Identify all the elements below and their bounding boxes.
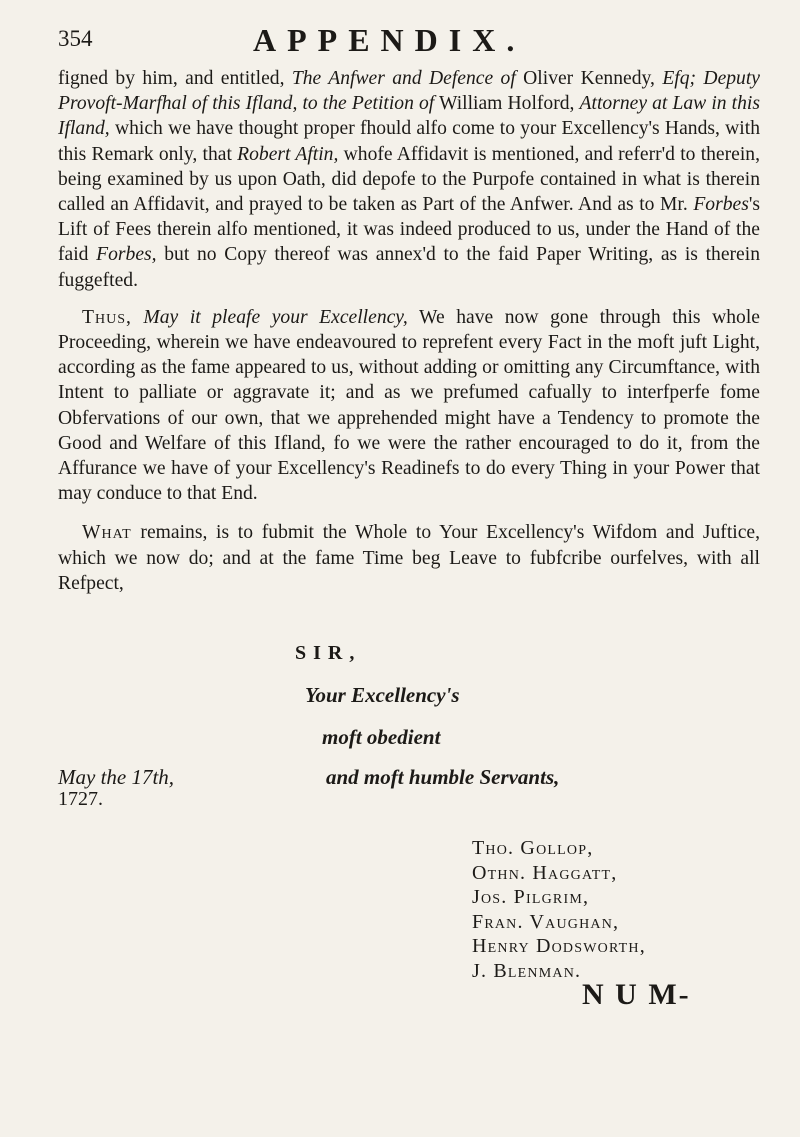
signatory: Tho. Gollop, <box>472 837 594 859</box>
paragraph-2: Thus, May it pleafe your Excellency, We have now gone through this whole Proceeding, wherein we have endeavoured to reprefent every Fact in the moft juft Light, according as the fame appeared to us, without adding or omitting any Circumftance, with Intent to palliate or aggravate it; and as we prefumed cafually to interfperfe fome Obfervations of our own, that we apprehended might have a Tendency to promote the Good and Welfare of this Ifland, fo we were the rather encouraged to do it, from the Affurance we have of your Excellency's Readinefs to do every Thing in your Power that may conduce to that End. <box>58 306 760 505</box>
catchword: N U M- <box>582 978 691 1011</box>
signatory: Jos. Pilgrim, <box>472 886 590 908</box>
body-text <box>58 66 760 596</box>
signatory: Othn. Haggatt, <box>472 861 618 884</box>
running-head: APPENDIX. <box>253 22 526 58</box>
signatory: Henry Dodsworth, <box>472 935 646 957</box>
salutation: SIR, <box>295 642 362 664</box>
page-header <box>58 24 758 60</box>
date-line-2: 1727. <box>58 788 103 810</box>
paragraph-1: figned by him, and entitled, The Anfwer and Defence of Oliver Kennedy, Efq; Deputy Provoft-Marfhal of this Ifland, to the Petition of William Holford, Attorney at Law in this Ifland, which we have thought proper fhould alfo come to your Excellency's Hands, with this Remark only, that Robert Aftin, whofe Affidavit is mentioned, and referr'd to therein, being examined by us upon Oath, did depofe to the Purpofe contained in what is therein called an Affidavit, and prayed to be taken as Part of the Anfwer. And as to Mr. Forbes's Lift of Fees therein alfo mentioned, it was indeed produced to us, under the Hand of the faid Forbes, but no Copy thereof was annex'd to the faid Paper Writing, as is therein fuggefted. <box>58 68 760 291</box>
date-line-1: May the 17th, <box>58 765 175 789</box>
paragraph-3: What remains, is to fubmit the Whole to Your Excellency's Wifdom and Juftice, which we now do; and at the fame Time beg Leave to fubfcribe ourfelves, with all Refpect, <box>58 522 760 594</box>
signatory: Fran. Vaughan, <box>472 910 620 933</box>
closing-line-1: Your Excellency's <box>305 683 460 707</box>
signatory: J. Blenman. <box>472 959 582 982</box>
closing-line-3: and moft humble Servants, <box>326 765 560 789</box>
closing-line-2: moft obedient <box>322 725 441 749</box>
signatory-list <box>472 836 646 983</box>
page-number: 354 <box>58 26 93 51</box>
